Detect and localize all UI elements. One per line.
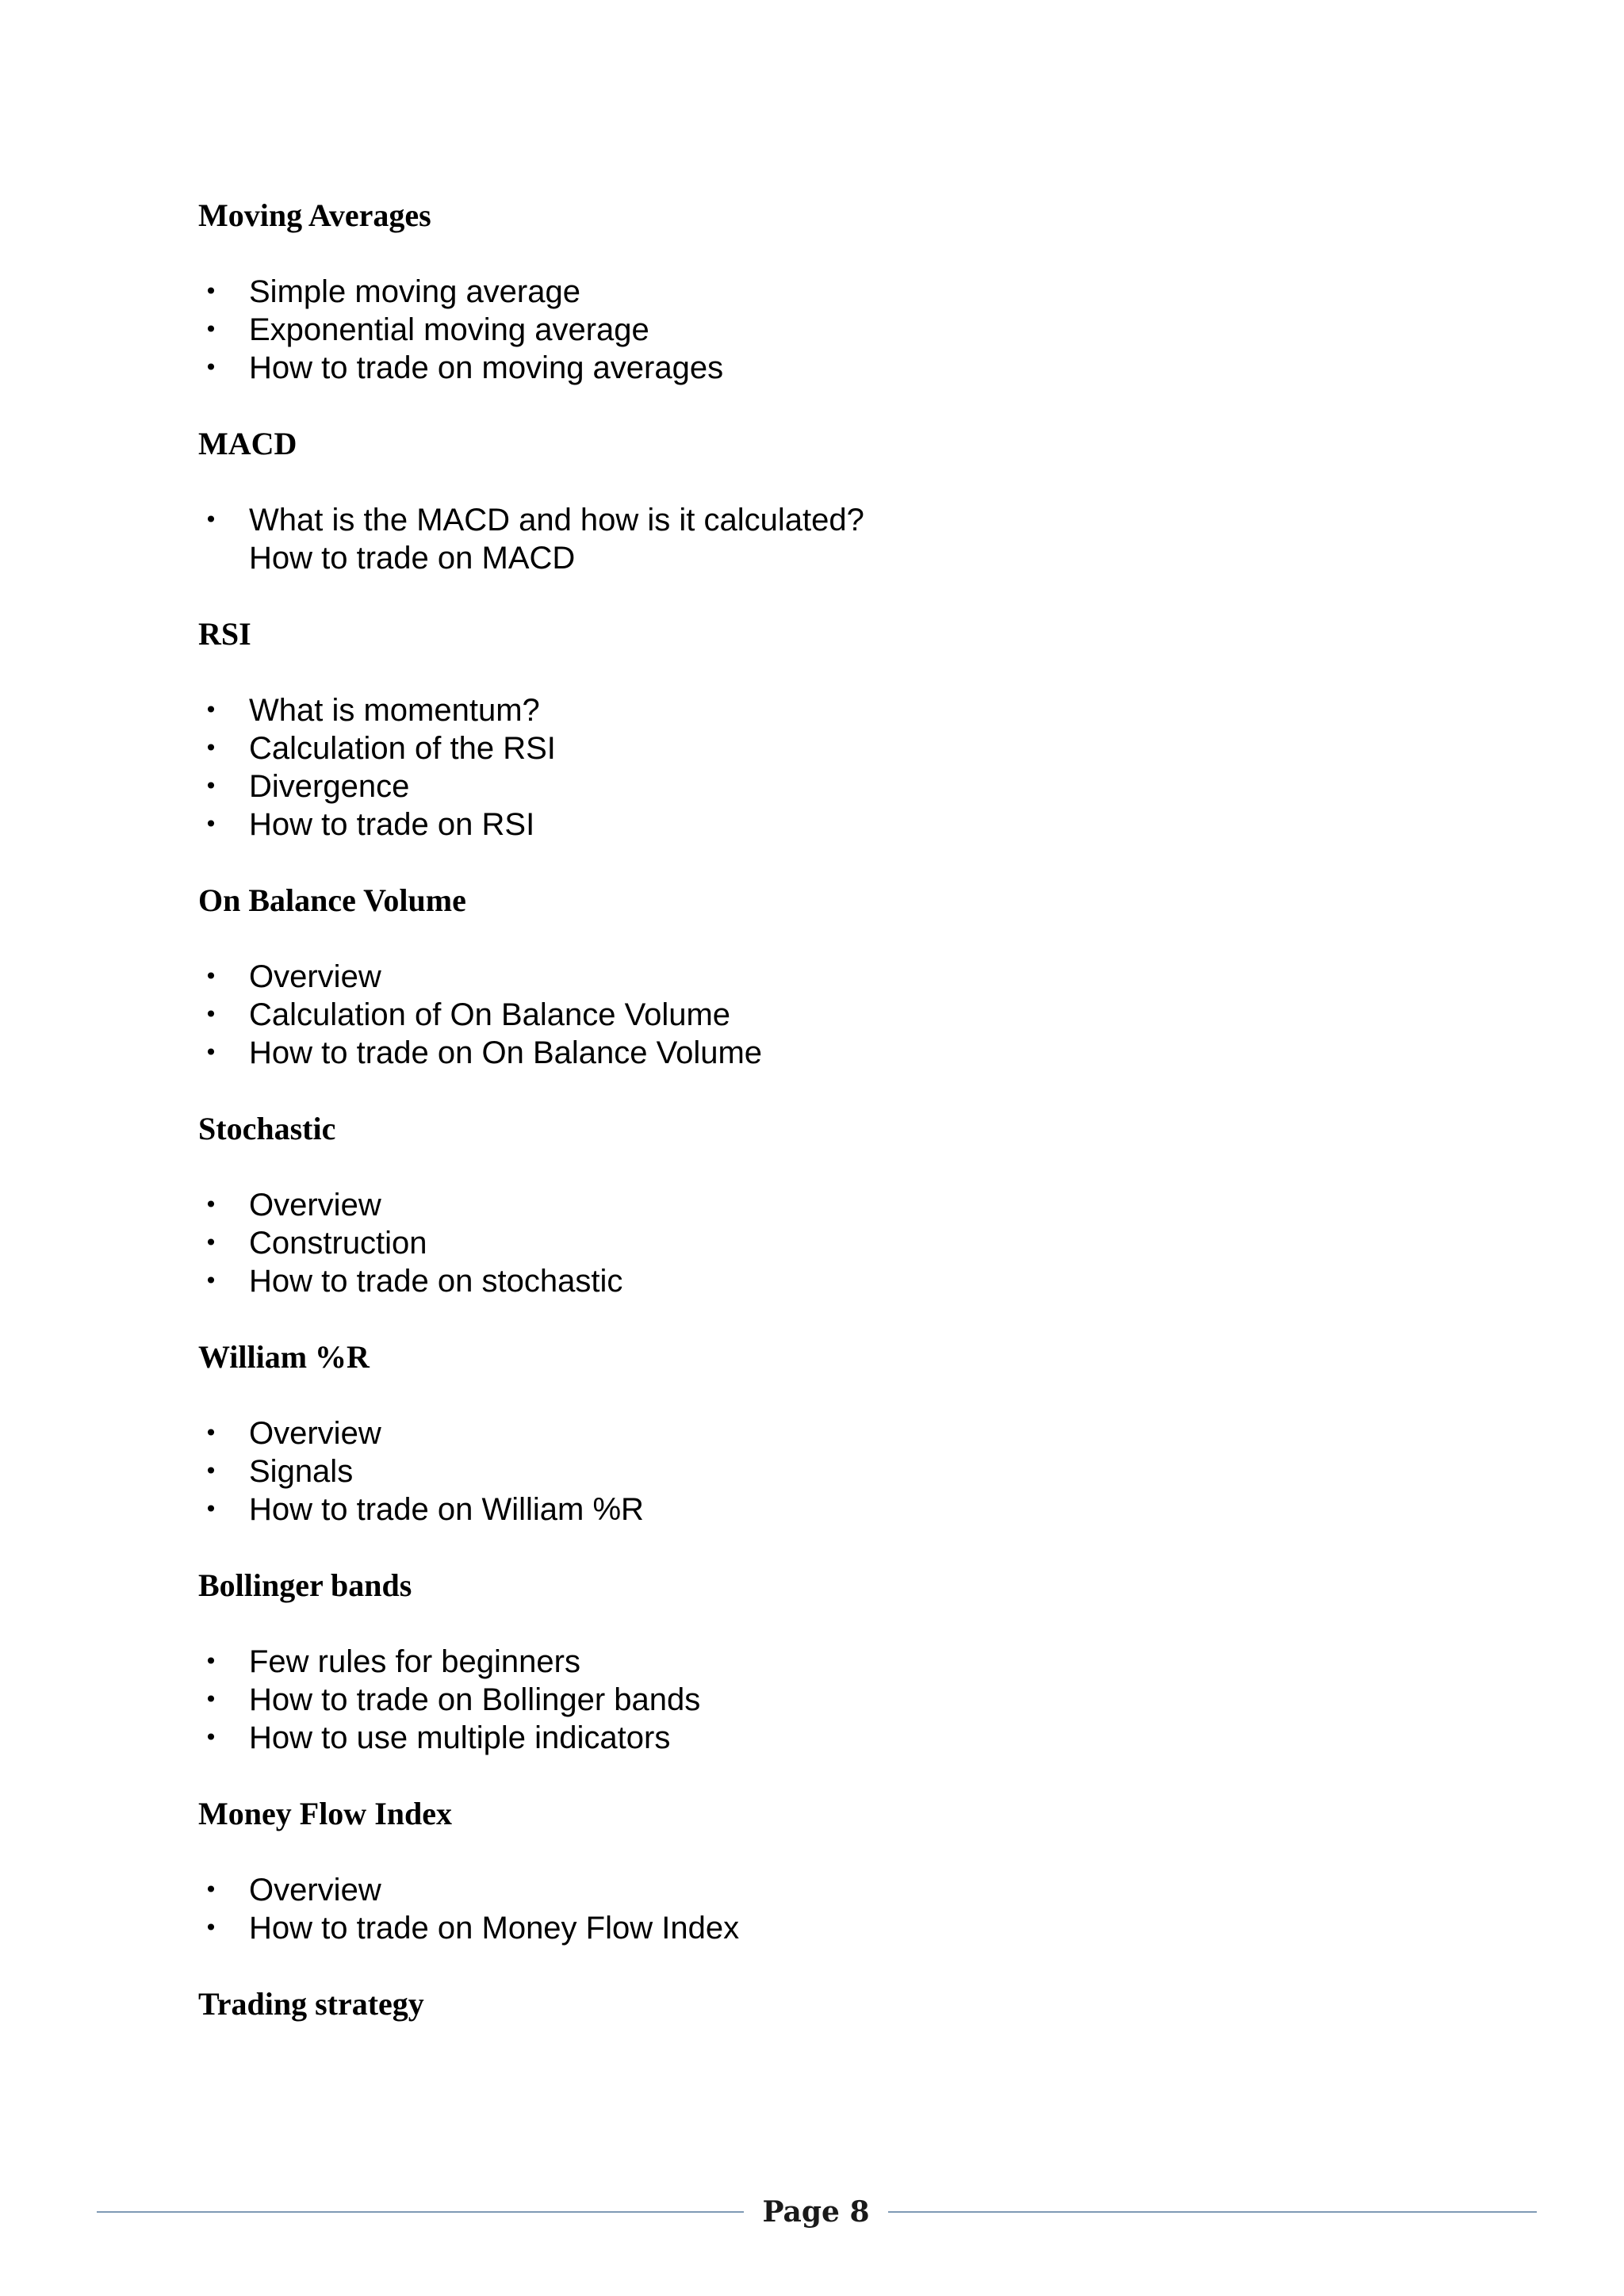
footer-rule-left (97, 2211, 744, 2213)
list-item-text: How to trade on RSI (249, 807, 535, 842)
list-item-text: How to trade on William %R (249, 1492, 644, 1527)
list-item-text: Calculation of the RSI (249, 731, 556, 766)
list-item-text: Overview (249, 1873, 381, 1908)
list-item (198, 1186, 1467, 1224)
list-item-text: Overview (249, 1188, 381, 1223)
list-item (198, 996, 1467, 1034)
list-item (198, 1452, 1467, 1490)
bullet-icon: • (204, 1458, 218, 1484)
bullet-icon: • (204, 354, 218, 381)
list-item-text: Construction (249, 1226, 427, 1261)
section-heading: Stochastic (198, 1111, 336, 1146)
section-heading: Moving Averages (198, 197, 431, 233)
list-item (198, 1643, 1467, 1681)
bullet-icon: • (204, 1001, 218, 1027)
bullet-icon: • (204, 1724, 218, 1751)
list-item (198, 311, 1467, 349)
list-item-text: Divergence (249, 769, 410, 804)
list-item (198, 806, 1467, 844)
bullet-list (198, 1186, 1467, 1300)
section-heading: Trading strategy (198, 1986, 424, 2022)
document-content (198, 197, 1467, 2023)
bullet-icon: • (204, 1192, 218, 1218)
bullet-list (198, 958, 1467, 1072)
list-item-text: Simple moving average (249, 274, 580, 309)
bullet-icon: • (204, 1648, 218, 1674)
bullet-icon: • (204, 1039, 218, 1066)
bullet-icon: • (204, 735, 218, 761)
bullet-icon: • (204, 1686, 218, 1712)
bullet-list (198, 1643, 1467, 1757)
section-heading: RSI (198, 616, 251, 652)
list-item-text: How to trade on On Balance Volume (249, 1035, 763, 1070)
list-item-text: Overview (249, 959, 381, 994)
section-heading: MACD (198, 426, 297, 461)
list-item (198, 958, 1467, 996)
bullet-icon: • (204, 1420, 218, 1446)
list-item-text-continuation: How to trade on MACD (249, 541, 576, 576)
list-item (198, 1490, 1467, 1529)
section-heading: William %R (198, 1339, 370, 1375)
bullet-icon: • (204, 1268, 218, 1294)
list-item-text: What is the MACD and how is it calculated? (249, 503, 864, 538)
bullet-icon: • (204, 811, 218, 837)
list-item (198, 1871, 1467, 1909)
list-item-text: How to trade on Bollinger bands (249, 1682, 701, 1717)
list-item-text: Few rules for beginners (249, 1644, 580, 1679)
bullet-icon: • (204, 1230, 218, 1256)
list-item-text: Exponential moving average (249, 312, 649, 347)
bullet-icon: • (204, 278, 218, 304)
list-item (198, 1719, 1467, 1757)
section-heading: Money Flow Index (198, 1796, 452, 1831)
section-heading: On Balance Volume (198, 882, 466, 918)
list-item-text: How to trade on moving averages (249, 350, 724, 385)
bullet-icon: • (204, 507, 218, 533)
list-item-text: Signals (249, 1454, 354, 1489)
list-item-text: What is momentum? (249, 693, 540, 728)
page-number: Page 8 (762, 2195, 870, 2229)
bullet-icon: • (204, 316, 218, 342)
footer-rule-right (888, 2211, 1537, 2213)
list-item (198, 273, 1467, 311)
list-item (198, 1414, 1467, 1452)
list-item (198, 729, 1467, 767)
list-item (198, 349, 1467, 387)
list-item (198, 767, 1467, 806)
bullet-list (198, 273, 1467, 387)
bullet-list (198, 1414, 1467, 1529)
list-item (198, 1681, 1467, 1719)
list-item (198, 1909, 1467, 1947)
list-item-text: Overview (249, 1416, 381, 1451)
bullet-list (198, 501, 1467, 577)
bullet-icon: • (204, 963, 218, 989)
bullet-icon: • (204, 1915, 218, 1941)
bullet-list (198, 691, 1467, 844)
list-item (198, 1262, 1467, 1300)
bullet-icon: • (204, 697, 218, 723)
list-item-text: How to trade on stochastic (249, 1264, 623, 1299)
page-footer (97, 2190, 1537, 2234)
bullet-icon: • (204, 1496, 218, 1522)
list-item (198, 1034, 1467, 1072)
list-item-text: Calculation of On Balance Volume (249, 997, 731, 1032)
section-heading: Bollinger bands (198, 1567, 412, 1603)
bullet-icon: • (204, 1877, 218, 1903)
bullet-icon: • (204, 773, 218, 799)
list-item (198, 501, 1467, 577)
list-item (198, 1224, 1467, 1262)
list-item-text: How to use multiple indicators (249, 1720, 671, 1755)
list-item (198, 691, 1467, 729)
bullet-list (198, 1871, 1467, 1947)
list-item-text: How to trade on Money Flow Index (249, 1911, 740, 1946)
